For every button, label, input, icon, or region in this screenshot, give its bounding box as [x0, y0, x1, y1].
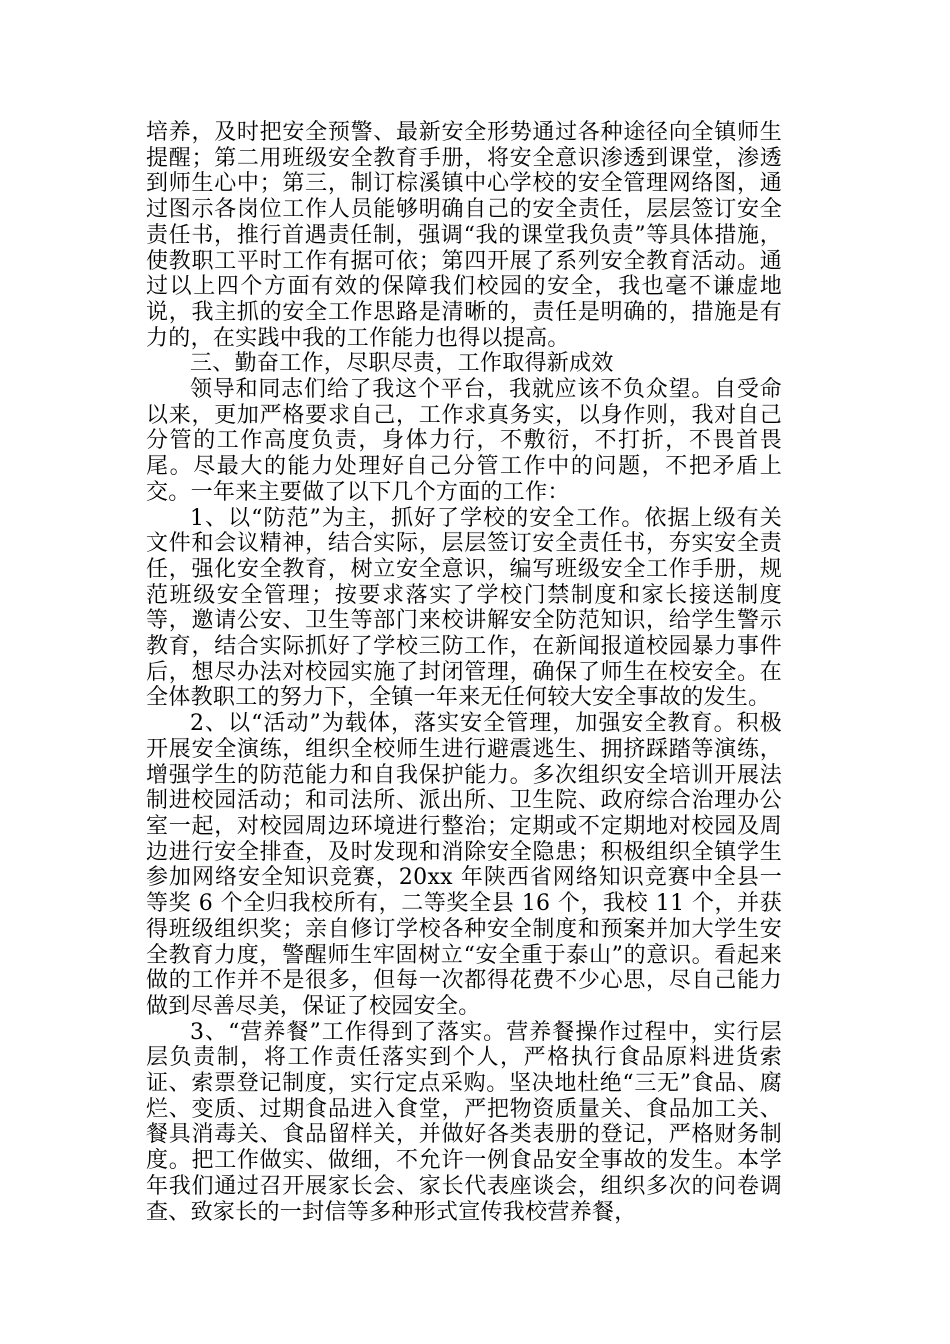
- paragraph-item-2-activities: 2、以“活动”为载体，落实安全管理，加强安全教育。积极开展安全演练，组织全校师生进行避震逃生、拥挤踩踏等演练，增强学生的防范能力和自我保护能力。多次组织安全培训开展法制进校园活动；和司法所、派出所、卫生院、政府综合治理办公室一起，对校园周边环境进行整治；定期或不定期地对校园及周边进行安全排查，及时发现和消除安全隐患；积极组织全镇学生参加网络安全知识竞赛，20xx 年陕西省网络知识竞赛中全县一等奖 6 个全归我校所有，二等奖全县 16 个，我校 11 个，并获得班级组织奖；亲自修订学校各种安全制度和预案并加大学生安全教育力度，警醒师生牢固树立“安全重于泰山”的意识。看起来做的工作并不是很多，但每一次都得花费不少心思，尽自己能力做到尽善尽美，保证了校园安全。: [146, 711, 782, 1019]
- paragraph-item-3-nutrition-meal: 3、“营养餐”工作得到了落实。营养餐操作过程中，实行层层负责制，将工作责任落实到个人，严格执行食品原料进货索证、索票登记制度，实行定点采购。坚决地杜绝“三无”食品、腐烂、变质、过期食品进入食堂，严把物资质量关、食品加工关、餐具消毒关、食品留样关，并做好各类表册的登记，严格财务制度。把工作做实、做细，不允许一例食品安全事故的发生。本学年我们通过召开展家长会、家长代表座谈会，组织多次的问卷调查、致家长的一封信等多种形式宣传我校营养餐，: [146, 1019, 782, 1225]
- section-heading-three: 三、勤奋工作，尽职尽责，工作取得新成效: [190, 351, 614, 377]
- paragraph-leadership: 领导和同志们给了我这个平台，我就应该不负众望。自受命以来，更加严格要求自己，工作求真务实，以身作则，我对自己分管的工作高度负责，身体力行，不敷衍，不打折，不畏首畏尾。尽最大的能力处理好自己分管工作中的问题，不把矛盾上交。一年来主要做了以下几个方面的工作：: [146, 377, 782, 505]
- paragraph-item-1-prevention: 1、以“防范”为主，抓好了学校的安全工作。依据上级有关文件和会议精神，结合实际，层层签订安全责任书，夯实安全责任，强化安全教育，树立安全意识，编写班级安全工作手册，规范班级安全管理；按要求落实了学校门禁制度和家长接送制度等，邀请公安、卫生等部门来校讲解安全防范知识，给学生警示教育，结合实际抓好了学校三防工作，在新闻报道校园暴力事件后，想尽办法对校园实施了封闭管理，确保了师生在校安全。在全体教职工的努力下，全镇一年来无任何较大安全事故的发生。: [146, 505, 782, 711]
- document-body: [146, 120, 782, 1225]
- paragraph-safety-measures: 培养，及时把安全预警、最新安全形势通过各种途径向全镇师生提醒；第二用班级安全教育手册，将安全意识渗透到课堂，渗透到师生心中；第三，制订棕溪镇中心学校的安全管理网络图，通过图示各岗位工作人员能够明确自己的安全责任，层层签订安全责任书，推行首遇责任制，强调“我的课堂我负责”等具体措施，使教职工平时工作有据可依；第四开展了系列安全教育活动。通过以上四个方面有效的保障我们校园的安全，我也毫不谦虚地说，我主抓的安全工作思路是清晰的，责任是明确的，措施是有力的，在实践中我的工作能力也得以提高。: [146, 120, 782, 351]
